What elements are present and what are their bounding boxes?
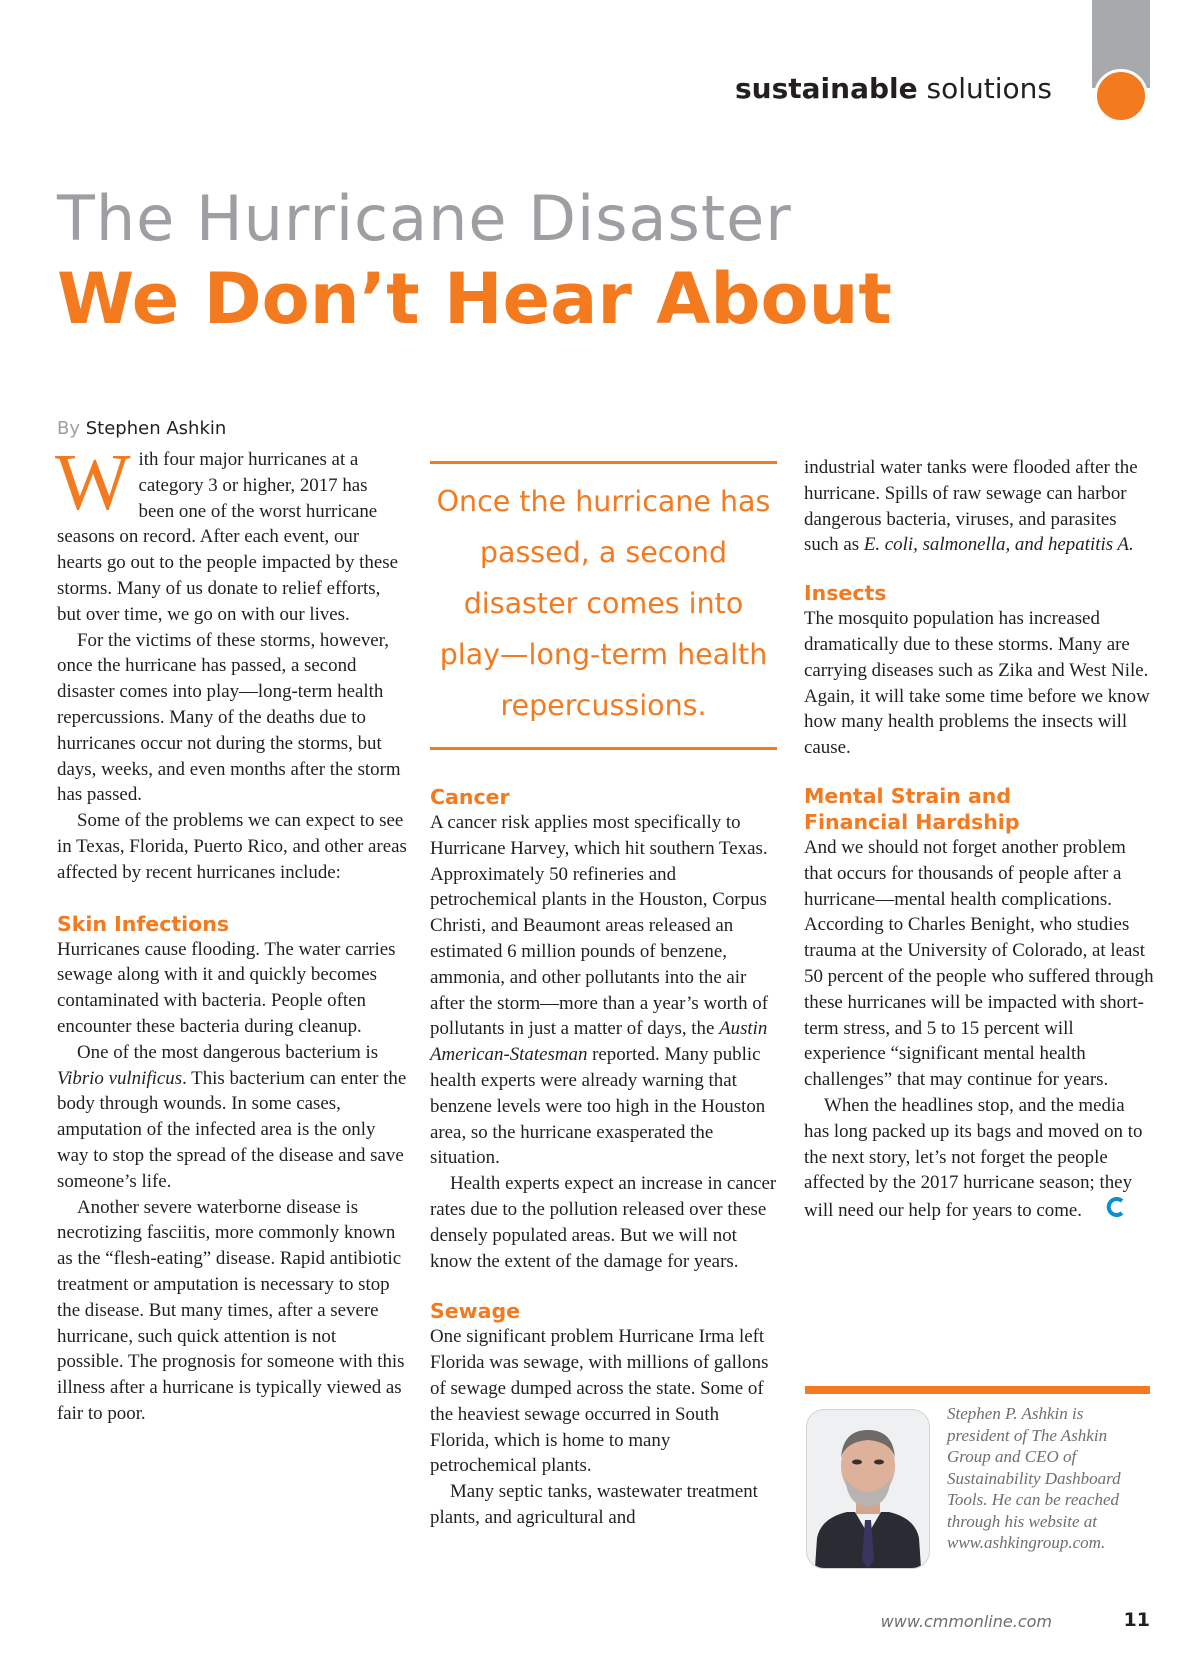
col3-paragraph-1: [804, 455, 1154, 558]
column-2: [430, 784, 780, 1531]
cancer-paragraph-2: Health experts expect an increase in cancer rates due to the pollution released over these densely populated areas. But we will not know the extent of the damage for years.: [430, 1173, 777, 1272]
heading-skin-infections: Skin Infections: [57, 911, 230, 936]
section-dot-icon: [1094, 69, 1148, 123]
column-3: [804, 455, 1154, 1226]
col3-p1-a: industrial water tanks were flooded after the hurricane. Spills of raw sewage can harbor dangerous bacteria, viruses, and parasites such as: [804, 457, 1138, 556]
heading-cancer: Cancer: [430, 785, 510, 809]
insects-paragraph-1: The mosquito population has increased dramatically due to these storms. Many are carrying diseases such as Zika and West Nile. Again, it will take some time before we know how many health problems the insects will cause.: [804, 608, 1150, 759]
column-1: [55, 439, 407, 1427]
heading-sewage: Sewage: [430, 1299, 521, 1324]
skin-paragraph-3: Another severe waterborne disease is necrotizing fasciitis, more commonly known as the “flesh-eating” disease. Rapid antibiotic treatment or amputation is necessary to stop the disease. But many times, after a severe hurricane, such quick attention is not possible. The prognosis for someone with this illness after a hurricane is typically viewed as fair to poor.: [57, 1196, 405, 1424]
sewage-paragraph-2: Many septic tanks, wastewater treatment plants, and agricultural and: [430, 1481, 758, 1528]
author-bio: Stephen P. Ashkin is president of The Ashkin Group and CEO of Sustainability Dashboard Tools. He can be reached through his website at www.ashkingroup.com.: [947, 1404, 1121, 1552]
heading-insects: Insects: [804, 581, 887, 606]
col3-p1-em: E. coli, salmonella, and hepatitis A.: [863, 534, 1134, 556]
page-number: 11: [1123, 1609, 1150, 1631]
byline-author: Stephen Ashkin: [85, 418, 227, 439]
skin-p2-em: Vibrio vulnificus: [57, 1067, 183, 1089]
bio-divider: [805, 1386, 1150, 1394]
section-label-bold: sustainable: [735, 72, 918, 105]
paragraph-3: Some of the problems we can expect to see in Texas, Florida, Puerto Rico, and other areas affected by recent hurricanes include:: [57, 810, 407, 883]
drop-cap: W: [55, 439, 131, 527]
heading-mental-strain: [804, 783, 1154, 835]
footer-url: www.cmmonline.com: [880, 1612, 1052, 1631]
section-label-rest: solutions: [926, 72, 1052, 105]
paragraph-2: For the victims of these storms, however, once the hurricane has passed, a second disaster comes into play—long-term health repercussions. Many of the deaths due to hurricanes occur not during the storms, but days, weeks, and even months after the storm has passed.: [57, 629, 401, 806]
intro-text: ith four major hurricanes at a category 3 or higher, 2017 has been one of the worst hurricane seasons on record. After each event, our hearts go out to the people impacted by these storms. Many of us donate to relief efforts, but over time, we go on with our lives.: [57, 449, 398, 625]
mental-p2-text: When the headlines stop, and the media has long packed up its bags and moved on to the next story, let’s not forget the people affected by the 2017 hurricane season; they will need our help for years to come.: [804, 1094, 1143, 1222]
skin-p2-a: One of the most dangerous bacterium is: [77, 1041, 379, 1063]
article-title-line-1: The Hurricane Disaster: [57, 182, 792, 255]
pull-quote: Once the hurricane has passed, a second disaster comes into play—long-term health repercussions.: [430, 461, 777, 750]
skin-paragraph-2: [57, 1040, 407, 1195]
heading-mental-line-2: Financial Hardship: [804, 809, 1020, 834]
cancer-paragraph-1: [430, 810, 780, 1171]
article-title-line-2: We Don’t Hear About: [57, 258, 892, 340]
section-label: [735, 72, 1052, 105]
end-mark-icon: [1086, 1196, 1126, 1226]
cancer-p1-a: A cancer risk applies most specifically to Hurricane Harvey, which hit southern Texas. Approximately 50 refineries and petrochemical plants in the Houston, Corpus Christi, and Beaumont areas released an estimated 6 million pounds of benzene, ammonia, and other pollutants into the air after the storm—more than a year’s worth of pollutants in just a matter of days, the: [430, 812, 768, 1040]
skin-p2-b: . This bacterium can enter the body through wounds. In some cases, amputation of the infected area is the only way to stop the spread of the disease and save someone’s life.: [57, 1067, 407, 1192]
cancer-p1-b: reported. Many public health experts were already warning that benzene levels were too high in the Houston area, so the hurricane exasperated the situation.: [430, 1044, 766, 1169]
intro-paragraph: [55, 439, 407, 628]
mental-paragraph-2: [804, 1093, 1154, 1226]
skin-paragraph-1: Hurricanes cause flooding. The water carries sewage along with it and quickly becomes contaminated with bacteria. People often encounter these bacteria during cleanup.: [57, 938, 396, 1037]
sewage-paragraph-1: One significant problem Hurricane Irma left Florida was sewage, with millions of gallons of sewage dumped across the state. Some of the heaviest sewage occurred in South Florida, which is home to many petrochemical plants.: [430, 1326, 769, 1477]
heading-mental-line-1: Mental Strain and: [804, 783, 1012, 808]
byline: [57, 418, 226, 439]
byline-prefix: By: [57, 418, 81, 439]
author-photo: [806, 1409, 930, 1569]
cancer-p1-em: Austin American-Statesman: [430, 1018, 768, 1066]
mental-paragraph-1: And we should not forget another problem that occurs for thousands of people after a hurricane—mental health complications. According to Charles Benight, who studies trauma at the University of Colorado, at least 50 percent of the people who suffered through these hurricanes will be impacted with short-term stress, and 5 to 15 percent will experience “significant mental health challenges” that may continue for years.: [804, 836, 1154, 1091]
